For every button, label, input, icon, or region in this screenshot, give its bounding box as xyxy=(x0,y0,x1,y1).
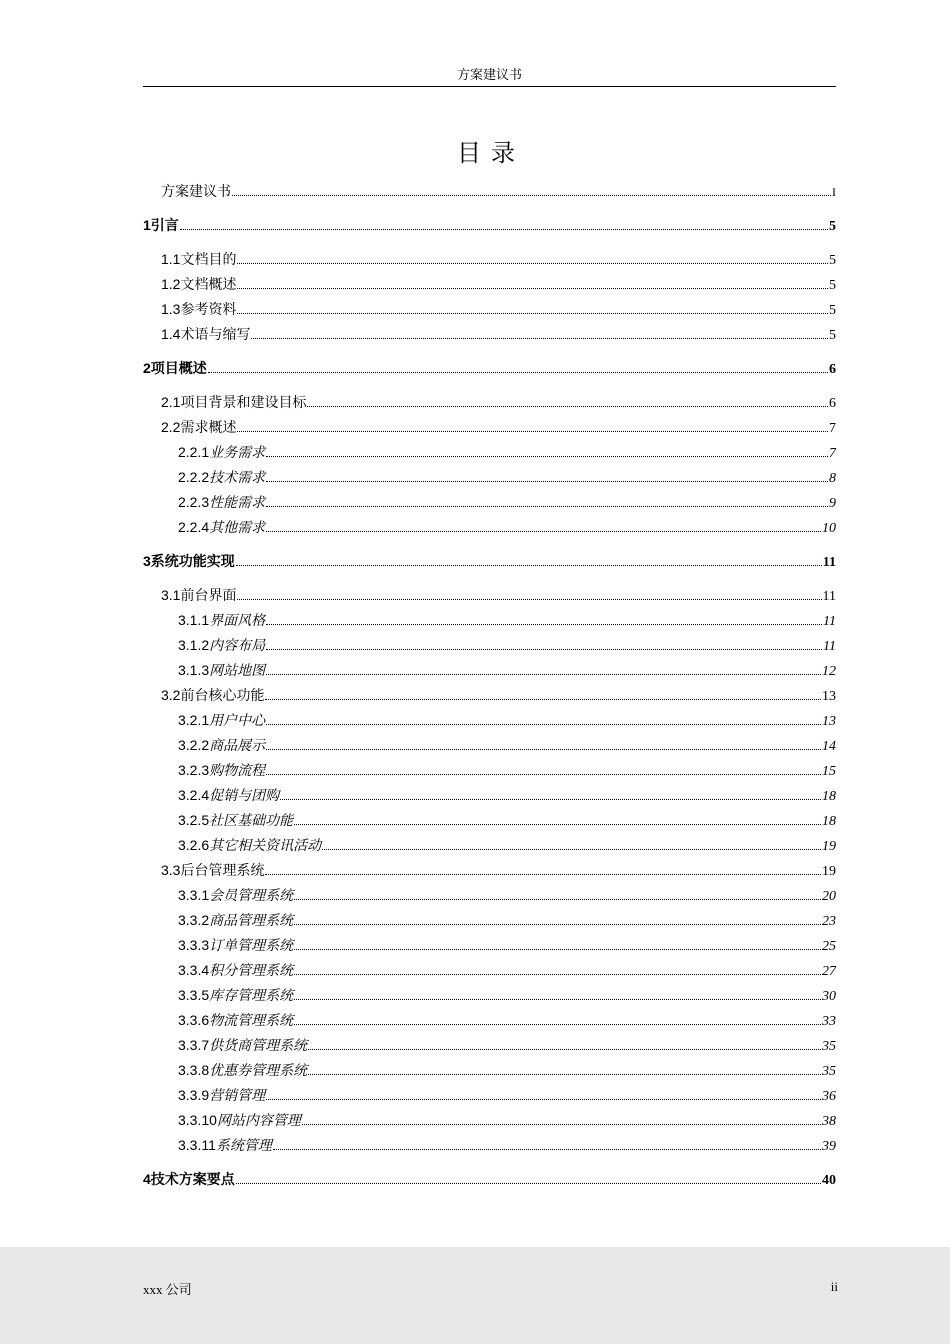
toc-dot-leader xyxy=(280,782,821,800)
toc-entry[interactable] xyxy=(143,607,836,632)
toc-entry-number: 3.3.6 xyxy=(178,1012,210,1028)
toc-page-number: 10 xyxy=(822,521,836,536)
toc-title: 目录 xyxy=(457,140,525,167)
toc-entry[interactable] xyxy=(143,1166,836,1191)
toc-page-number: 27 xyxy=(822,964,836,979)
toc-entry-title: 界面风格 xyxy=(209,613,266,629)
toc-dot-leader xyxy=(266,489,828,507)
toc-page-number: 7 xyxy=(829,446,836,461)
toc-entry[interactable] xyxy=(143,982,836,1007)
toc-dot-leader xyxy=(237,246,828,264)
toc-entry-title: 其它相关资讯活动 xyxy=(209,838,322,854)
toc-dot-leader xyxy=(180,212,828,230)
toc-entry-number: 3.2 xyxy=(161,687,181,703)
footer-page-number: ii xyxy=(830,1279,838,1294)
toc-entry[interactable] xyxy=(143,212,836,237)
toc-page-number: 19 xyxy=(822,864,836,879)
footer-company: xxx 公司 xyxy=(143,1282,192,1297)
toc-entry[interactable] xyxy=(143,957,836,982)
toc-dot-leader xyxy=(294,882,821,900)
toc-entry-title: 项目概述 xyxy=(150,360,207,376)
toc-entry-number: 3.3.4 xyxy=(178,962,210,978)
toc-dot-leader xyxy=(265,857,821,875)
toc-entry-title: 引言 xyxy=(150,217,179,233)
toc-entry[interactable] xyxy=(143,1107,836,1132)
toc-entry-title: 促销与团购 xyxy=(209,788,280,804)
toc-entry-title: 技术需求 xyxy=(209,470,266,486)
toc-page-number: 25 xyxy=(822,939,836,954)
toc-entry[interactable] xyxy=(143,757,836,782)
toc-page-number: 5 xyxy=(829,328,836,343)
toc-entry[interactable] xyxy=(143,657,836,682)
toc-dot-leader xyxy=(266,464,828,482)
toc-entry-title: 文档目的 xyxy=(180,251,237,267)
toc-entry[interactable] xyxy=(143,632,836,657)
toc-entry[interactable] xyxy=(143,1007,836,1032)
toc-dot-leader xyxy=(273,1132,821,1150)
toc-entry[interactable] xyxy=(143,582,836,607)
toc-dot-leader xyxy=(307,389,828,407)
toc-entry-number: 2.1 xyxy=(161,394,181,410)
toc-entry-number: 3.2.5 xyxy=(178,812,210,828)
toc-dot-leader xyxy=(294,982,821,1000)
toc-entry-title: 商品展示 xyxy=(209,738,266,754)
toc-entry[interactable] xyxy=(143,782,836,807)
toc-dot-leader xyxy=(322,832,821,850)
toc-page-number: 12 xyxy=(822,664,836,679)
toc-page-number: 15 xyxy=(822,764,836,779)
toc-entry[interactable] xyxy=(143,682,836,707)
toc-entry-title: 订单管理系统 xyxy=(209,938,294,954)
toc-dot-leader xyxy=(294,1007,821,1025)
toc-dot-leader xyxy=(266,1082,821,1100)
toc-entry-number: 2.2 xyxy=(161,419,181,435)
toc-entry[interactable] xyxy=(143,514,836,539)
toc-entry-number: 1.3 xyxy=(161,301,181,317)
toc-page-number: 9 xyxy=(829,496,836,511)
toc-entry[interactable] xyxy=(143,732,836,757)
toc-entry[interactable] xyxy=(143,439,836,464)
toc-entry-number: 3.3.7 xyxy=(178,1037,210,1053)
toc-entry-title: 商品管理系统 xyxy=(209,913,294,929)
toc-page-number: 5 xyxy=(829,278,836,293)
toc-entry[interactable] xyxy=(143,857,836,882)
toc-entry-title: 方案建议书 xyxy=(161,183,231,199)
toc-entry-title: 文档概述 xyxy=(180,276,237,292)
toc-dot-leader xyxy=(265,682,821,700)
toc-entry-title: 后台管理系统 xyxy=(180,862,265,878)
toc-entry-title: 积分管理系统 xyxy=(209,963,294,979)
toc-page-number: I xyxy=(832,185,836,199)
toc-entry[interactable] xyxy=(143,882,836,907)
toc-entry[interactable] xyxy=(143,296,836,321)
toc-entry-number: 3.3.11 xyxy=(178,1137,216,1153)
toc-entry-title: 项目背景和建设目标 xyxy=(180,394,307,410)
toc-entry-title: 技术方案要点 xyxy=(150,1171,235,1187)
toc-entry[interactable] xyxy=(143,178,836,203)
toc-dot-leader xyxy=(251,321,828,339)
toc-entry-number: 2.2.2 xyxy=(178,469,210,485)
toc-entry[interactable] xyxy=(143,1032,836,1057)
toc-entry-number: 3.2.6 xyxy=(178,837,210,853)
toc-dot-leader xyxy=(294,932,821,950)
toc-entry-number: 4 xyxy=(143,1171,151,1187)
toc-page-number: 18 xyxy=(822,814,836,829)
toc-page-number: 11 xyxy=(823,614,836,629)
toc-page-number: 35 xyxy=(822,1064,836,1079)
toc-entry[interactable] xyxy=(143,389,836,414)
toc-dot-leader xyxy=(294,807,821,825)
toc-entry-title: 业务需求 xyxy=(209,445,266,461)
toc-entry-title: 系统功能实现 xyxy=(150,553,235,569)
toc-page-number: 33 xyxy=(822,1014,836,1029)
toc-page-number: 30 xyxy=(822,989,836,1004)
toc-page-number: 5 xyxy=(829,303,836,318)
toc-entry[interactable] xyxy=(143,355,836,380)
toc-entry-number: 3.3 xyxy=(161,862,181,878)
toc-entry[interactable] xyxy=(143,321,836,346)
toc-entry-number: 3.2.1 xyxy=(178,712,210,728)
toc-dot-leader xyxy=(266,607,822,625)
toc-dot-leader xyxy=(237,582,821,600)
toc-entry-number: 3.1.1 xyxy=(178,612,210,628)
toc-entry-title: 前台核心功能 xyxy=(180,687,265,703)
toc-entry-title: 营销管理 xyxy=(209,1088,266,1104)
toc-page-number: 20 xyxy=(822,889,836,904)
toc-entry[interactable] xyxy=(143,1082,836,1107)
toc-entry[interactable] xyxy=(143,932,836,957)
toc-entry-number: 3 xyxy=(143,553,151,569)
toc-dot-leader xyxy=(237,296,828,314)
toc-page-number: 13 xyxy=(822,714,836,729)
toc-page-number: 11 xyxy=(822,555,836,570)
toc-entry-title: 网站内容管理 xyxy=(216,1113,301,1129)
toc-entry[interactable] xyxy=(143,548,836,573)
toc-entry[interactable] xyxy=(143,489,836,514)
toc-entry-title: 术语与缩写 xyxy=(180,326,251,342)
toc-entry-title: 库存管理系统 xyxy=(209,988,294,1004)
toc-page-number: 38 xyxy=(822,1114,836,1129)
toc-entry-number: 2.2.1 xyxy=(178,444,210,460)
toc-entry-title: 参考资料 xyxy=(180,301,237,317)
toc-dot-leader xyxy=(237,414,828,432)
toc-page-number: 14 xyxy=(822,739,836,754)
toc-entry-number: 3.3.10 xyxy=(178,1112,217,1128)
toc-dot-leader xyxy=(266,632,822,650)
toc-dot-leader xyxy=(236,1166,821,1184)
toc-entry-number: 2.2.4 xyxy=(178,519,210,535)
toc-dot-leader xyxy=(266,439,828,457)
toc-entry[interactable] xyxy=(143,1132,836,1157)
toc-dot-leader xyxy=(266,757,821,775)
toc-entry[interactable] xyxy=(143,246,836,271)
toc-page-number: 5 xyxy=(829,253,836,268)
toc-page-number: 6 xyxy=(829,362,836,377)
toc-entry-title: 供货商管理系统 xyxy=(209,1038,308,1054)
toc-entry-number: 1.2 xyxy=(161,276,181,292)
toc-entry-number: 3.3.1 xyxy=(178,887,210,903)
toc-entry-title: 用户中心 xyxy=(209,713,266,729)
toc-page-number: 18 xyxy=(822,789,836,804)
toc-dot-leader xyxy=(237,271,828,289)
toc-page-number: 39 xyxy=(822,1139,836,1154)
toc-entry-number: 3.3.8 xyxy=(178,1062,210,1078)
toc-dot-leader xyxy=(236,548,822,566)
toc-entry[interactable] xyxy=(143,414,836,439)
toc-entry-number: 3.3.3 xyxy=(178,937,210,953)
toc-entry-title: 前台界面 xyxy=(180,587,237,603)
toc-entry-number: 3.3.5 xyxy=(178,987,210,1003)
toc-page-number: 11 xyxy=(822,589,836,604)
toc-entry-number: 1 xyxy=(143,217,151,233)
toc-page-number: 5 xyxy=(829,219,836,234)
toc-dot-leader xyxy=(308,1057,821,1075)
toc-entry-title: 会员管理系统 xyxy=(209,888,294,904)
toc-entry-number: 3.3.2 xyxy=(178,912,210,928)
toc-entry-number: 3.2.4 xyxy=(178,787,210,803)
toc-entry-title: 内容布局 xyxy=(209,638,266,654)
toc-entry-number: 2 xyxy=(143,360,151,376)
toc-page-number: 6 xyxy=(829,396,836,411)
toc-entry-title: 网站地图 xyxy=(209,663,266,679)
toc-entry-title: 性能需求 xyxy=(209,495,266,511)
toc-entry-number: 3.1.3 xyxy=(178,662,210,678)
toc-entry[interactable] xyxy=(143,832,836,857)
toc-entry-title: 其他需求 xyxy=(209,520,266,536)
toc-entry-title: 系统管理 xyxy=(215,1138,272,1154)
toc-entry[interactable] xyxy=(143,707,836,732)
toc-page-number: 36 xyxy=(822,1089,836,1104)
toc-dot-leader xyxy=(302,1107,821,1125)
toc-dot-leader xyxy=(294,957,821,975)
toc-page-number: 23 xyxy=(822,914,836,929)
toc-entry-title: 需求概述 xyxy=(180,419,237,435)
toc-page-number: 7 xyxy=(829,421,836,436)
toc-dot-leader xyxy=(232,178,831,196)
toc-entry[interactable] xyxy=(143,271,836,296)
toc-entry-number: 3.1 xyxy=(161,587,181,603)
toc-entry[interactable] xyxy=(143,907,836,932)
toc-entry[interactable] xyxy=(143,807,836,832)
toc-entry-number: 3.1.2 xyxy=(178,637,210,653)
toc-page-number: 40 xyxy=(822,1173,836,1188)
toc-page-number: 19 xyxy=(822,839,836,854)
table-of-contents xyxy=(143,178,836,1200)
toc-dot-leader xyxy=(308,1032,821,1050)
toc-entry-number: 1.4 xyxy=(161,326,181,342)
toc-dot-leader xyxy=(266,657,821,675)
toc-dot-leader xyxy=(208,355,828,373)
toc-entry-title: 社区基础功能 xyxy=(209,813,294,829)
toc-page-number: 35 xyxy=(822,1039,836,1054)
toc-dot-leader xyxy=(266,707,821,725)
toc-entry[interactable] xyxy=(143,464,836,489)
toc-entry-title: 物流管理系统 xyxy=(209,1013,294,1029)
page-header: 方案建议书 xyxy=(143,66,836,87)
toc-entry-title: 购物流程 xyxy=(209,763,266,779)
toc-entry-number: 3.2.2 xyxy=(178,737,210,753)
page-footer xyxy=(0,1247,950,1344)
toc-page-number: 11 xyxy=(823,639,836,654)
toc-entry-title: 优惠券管理系统 xyxy=(209,1063,308,1079)
toc-dot-leader xyxy=(266,732,821,750)
toc-entry-number: 3.2.3 xyxy=(178,762,210,778)
toc-page-number: 8 xyxy=(829,471,836,486)
toc-page-number: 13 xyxy=(822,689,836,704)
toc-entry-number: 3.3.9 xyxy=(178,1087,210,1103)
toc-entry-number: 1.1 xyxy=(161,251,181,267)
toc-dot-leader xyxy=(294,907,821,925)
toc-dot-leader xyxy=(266,514,821,532)
toc-entry-number: 2.2.3 xyxy=(178,494,210,510)
toc-entry[interactable] xyxy=(143,1057,836,1082)
